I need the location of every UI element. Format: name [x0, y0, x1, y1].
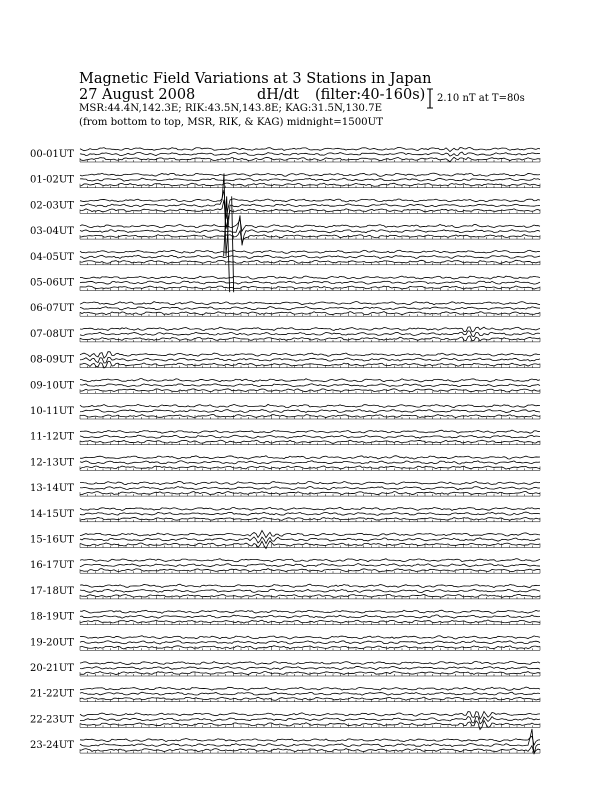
trace-kag — [80, 231, 540, 242]
trace-rik — [80, 178, 540, 181]
scale-label: 2.10 nT at T=80s — [437, 93, 525, 104]
trace-msr — [80, 327, 540, 332]
trace-msr — [80, 481, 540, 484]
trace-msr — [80, 531, 540, 538]
trace-rik — [80, 666, 540, 669]
trace-rik — [80, 537, 540, 544]
hour-label: 13-14UT — [30, 483, 74, 495]
trace-rik — [80, 716, 540, 723]
trace-rik — [80, 512, 540, 515]
chart-date: 27 August 2008 — [79, 87, 196, 103]
trace-rik — [80, 331, 540, 337]
hour-label: 14-15UT — [30, 508, 74, 520]
minute-ticks — [80, 312, 540, 316]
hour-label: 15-16UT — [30, 534, 74, 546]
trace-rik — [80, 357, 540, 363]
trace-rik — [80, 486, 540, 489]
hour-label: 16-17UT — [30, 560, 74, 572]
trace-rik — [80, 281, 540, 284]
hour-label: 20-21UT — [30, 663, 74, 674]
hour-label: 06-07UT — [30, 303, 74, 315]
trace-kag — [80, 720, 540, 729]
chart-title: Magnetic Field Variations at 3 Stations in Japan — [79, 71, 432, 87]
trace-msr — [80, 220, 540, 231]
trace-msr — [80, 379, 540, 382]
chart-filter: (filter:40-160s) — [315, 87, 426, 103]
trace-msr — [80, 352, 540, 358]
trace-rik — [80, 410, 540, 413]
hour-label: 21-22UT — [30, 688, 74, 700]
trace-msr — [80, 301, 540, 304]
trace-msr — [80, 559, 540, 562]
trace-rik — [80, 589, 540, 592]
trace-kag — [80, 200, 540, 229]
hour-label: 17-18UT — [30, 585, 74, 597]
hour-label: 11-12UT — [30, 431, 74, 443]
trace-msr — [80, 661, 540, 664]
hour-label: 04-05UT — [30, 251, 74, 263]
trace-rik — [80, 152, 540, 156]
trace-rik — [80, 435, 540, 438]
trace-msr — [80, 711, 540, 719]
hour-label: 18-19UT — [30, 611, 74, 623]
trace-msr — [80, 507, 540, 510]
hour-label: 12-13UT — [30, 457, 74, 469]
trace-rik — [80, 564, 540, 567]
trace-msr — [80, 147, 540, 151]
trace-rik — [80, 692, 540, 695]
hour-label: 19-20UT — [30, 637, 74, 649]
trace-rik — [80, 307, 540, 310]
hour-label: 02-03UT — [30, 200, 74, 212]
trace-msr — [80, 636, 540, 639]
trace-rik — [80, 384, 540, 387]
trace-msr — [80, 404, 540, 407]
hour-label: 08-09UT — [30, 354, 74, 366]
trace-msr — [80, 250, 540, 253]
hour-label: 23-24UT — [30, 740, 74, 752]
hour-label: 05-06UT — [30, 277, 74, 289]
trace-msr — [80, 276, 540, 279]
hour-label: 10-11UT — [30, 406, 74, 417]
trace-rik — [80, 215, 540, 245]
trace-msr — [80, 173, 540, 176]
minute-ticks — [80, 544, 540, 548]
trace-msr — [80, 430, 540, 433]
chart-quantity: dH/dt — [257, 87, 299, 103]
minute-ticks — [80, 261, 540, 265]
trace-msr — [80, 610, 540, 613]
hour-label: 00-01UT — [30, 149, 74, 160]
trace-msr — [80, 456, 540, 459]
station-list: MSR:44.4N,142.3E; RIK:43.5N,143.8E; KAG:31.5N,130.7E — [79, 103, 383, 114]
trace-rik — [80, 641, 540, 644]
station-order-note: (from bottom to top, MSR, RIK, & KAG) midnight=1500UT — [79, 117, 384, 128]
hour-label: 07-08UT — [30, 328, 74, 340]
trace-msr — [80, 584, 540, 587]
hour-label: 09-10UT — [30, 380, 74, 392]
trace-rik — [80, 461, 540, 464]
trace-rik — [80, 255, 540, 258]
hour-label: 03-04UT — [30, 226, 74, 238]
hour-label: 01-02UT — [30, 174, 74, 186]
trace-msr — [80, 687, 540, 690]
hour-label: 22-23UT — [30, 714, 74, 726]
trace-rik — [80, 615, 540, 618]
hour-rows — [30, 147, 540, 754]
